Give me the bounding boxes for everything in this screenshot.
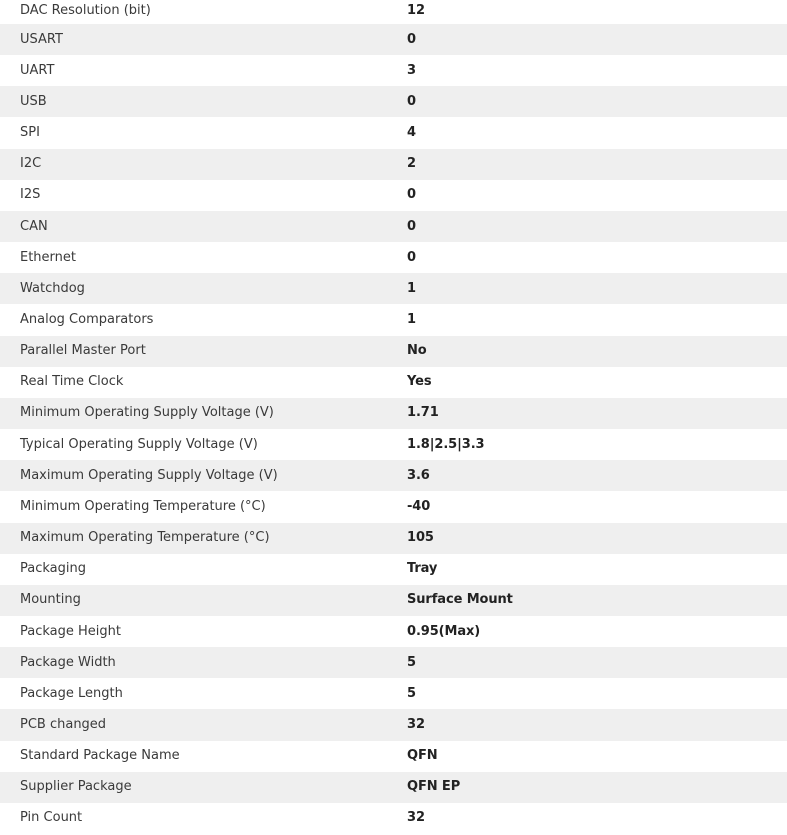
spec-value: 5 [407, 685, 416, 701]
spec-row-can [0, 211, 787, 242]
spec-label: Mounting [20, 592, 81, 608]
spec-row-max-supply-voltage [0, 460, 787, 491]
spec-label: Pin Count [20, 810, 83, 826]
spec-value: 3.6 [407, 467, 430, 483]
spec-row-ethernet [0, 242, 787, 273]
spec-row-min-supply-voltage [0, 398, 787, 429]
spec-value: 32 [407, 717, 425, 733]
spec-value: 0 [407, 249, 416, 265]
spec-value: 1 [407, 280, 416, 296]
spec-label: Parallel Master Port [20, 343, 146, 359]
spec-label: USB [20, 93, 47, 109]
spec-row-uart [0, 55, 787, 86]
spec-value: 1.8|2.5|3.3 [407, 436, 485, 452]
spec-label: Ethernet [20, 249, 76, 265]
spec-label: Package Height [20, 623, 121, 639]
spec-value: 0 [407, 218, 416, 234]
spec-value: 12 [407, 3, 425, 18]
spec-value: 0 [407, 187, 416, 203]
spec-row-package-length [0, 678, 787, 709]
spec-row-analog-comparators [0, 304, 787, 335]
spec-label: CAN [20, 218, 48, 234]
spec-value: 0.95(Max) [407, 623, 481, 639]
spec-row-min-operating-temperature [0, 491, 787, 522]
spec-value: 1.71 [407, 405, 439, 421]
spec-row-spi [0, 117, 787, 148]
spec-value: 3 [407, 62, 416, 78]
spec-row-mounting [0, 585, 787, 616]
spec-label: DAC Resolution (bit) [20, 3, 151, 18]
spec-row-i2s [0, 180, 787, 211]
spec-row-supplier-package [0, 772, 787, 803]
spec-value: -40 [407, 498, 431, 514]
spec-row-usart [0, 24, 787, 55]
spec-label: Minimum Operating Temperature (°C) [20, 498, 266, 514]
spec-row-i2c [0, 149, 787, 180]
spec-label: Maximum Operating Temperature (°C) [20, 530, 270, 546]
spec-value: 2 [407, 156, 416, 172]
spec-label: I2C [20, 156, 42, 172]
spec-value: QFN EP [407, 779, 461, 795]
spec-value: Surface Mount [407, 592, 513, 608]
spec-value: No [407, 343, 427, 359]
spec-value: 0 [407, 93, 416, 109]
spec-row-real-time-clock [0, 367, 787, 398]
spec-value: Yes [407, 374, 432, 390]
spec-row-parallel-master-port [0, 336, 787, 367]
spec-value: 32 [407, 810, 425, 826]
spec-row-dac-resolution [0, 0, 787, 24]
spec-row-typical-supply-voltage [0, 429, 787, 460]
spec-label: Supplier Package [20, 779, 132, 795]
spec-label: Watchdog [20, 280, 85, 296]
spec-label: Maximum Operating Supply Voltage (V) [20, 467, 278, 483]
spec-label: Package Width [20, 654, 116, 670]
spec-row-pin-count [0, 803, 787, 834]
spec-value: 0 [407, 31, 416, 47]
spec-label: Typical Operating Supply Voltage (V) [20, 436, 258, 452]
spec-value: Tray [407, 561, 438, 577]
spec-label: SPI [20, 125, 40, 141]
spec-label: Packaging [20, 561, 86, 577]
spec-row-max-operating-temperature [0, 523, 787, 554]
spec-row-watchdog [0, 273, 787, 304]
spec-row-standard-package-name [0, 741, 787, 772]
spec-value: 105 [407, 530, 434, 546]
spec-row-usb [0, 86, 787, 117]
spec-row-package-width [0, 647, 787, 678]
spec-row-package-height [0, 616, 787, 647]
spec-label: PCB changed [20, 717, 107, 733]
spec-value: 4 [407, 125, 416, 141]
spec-value: QFN [407, 748, 438, 764]
spec-label: USART [20, 31, 63, 47]
spec-row-pcb-changed [0, 709, 787, 740]
spec-row-packaging [0, 554, 787, 585]
spec-label: Package Length [20, 685, 123, 701]
spec-value: 1 [407, 311, 416, 327]
spec-label: Real Time Clock [20, 374, 124, 390]
spec-label: UART [20, 62, 55, 78]
spec-label: Analog Comparators [20, 311, 154, 327]
spec-value: 5 [407, 654, 416, 670]
spec-label: Standard Package Name [20, 748, 180, 764]
spec-label: I2S [20, 187, 41, 203]
spec-label: Minimum Operating Supply Voltage (V) [20, 405, 274, 421]
